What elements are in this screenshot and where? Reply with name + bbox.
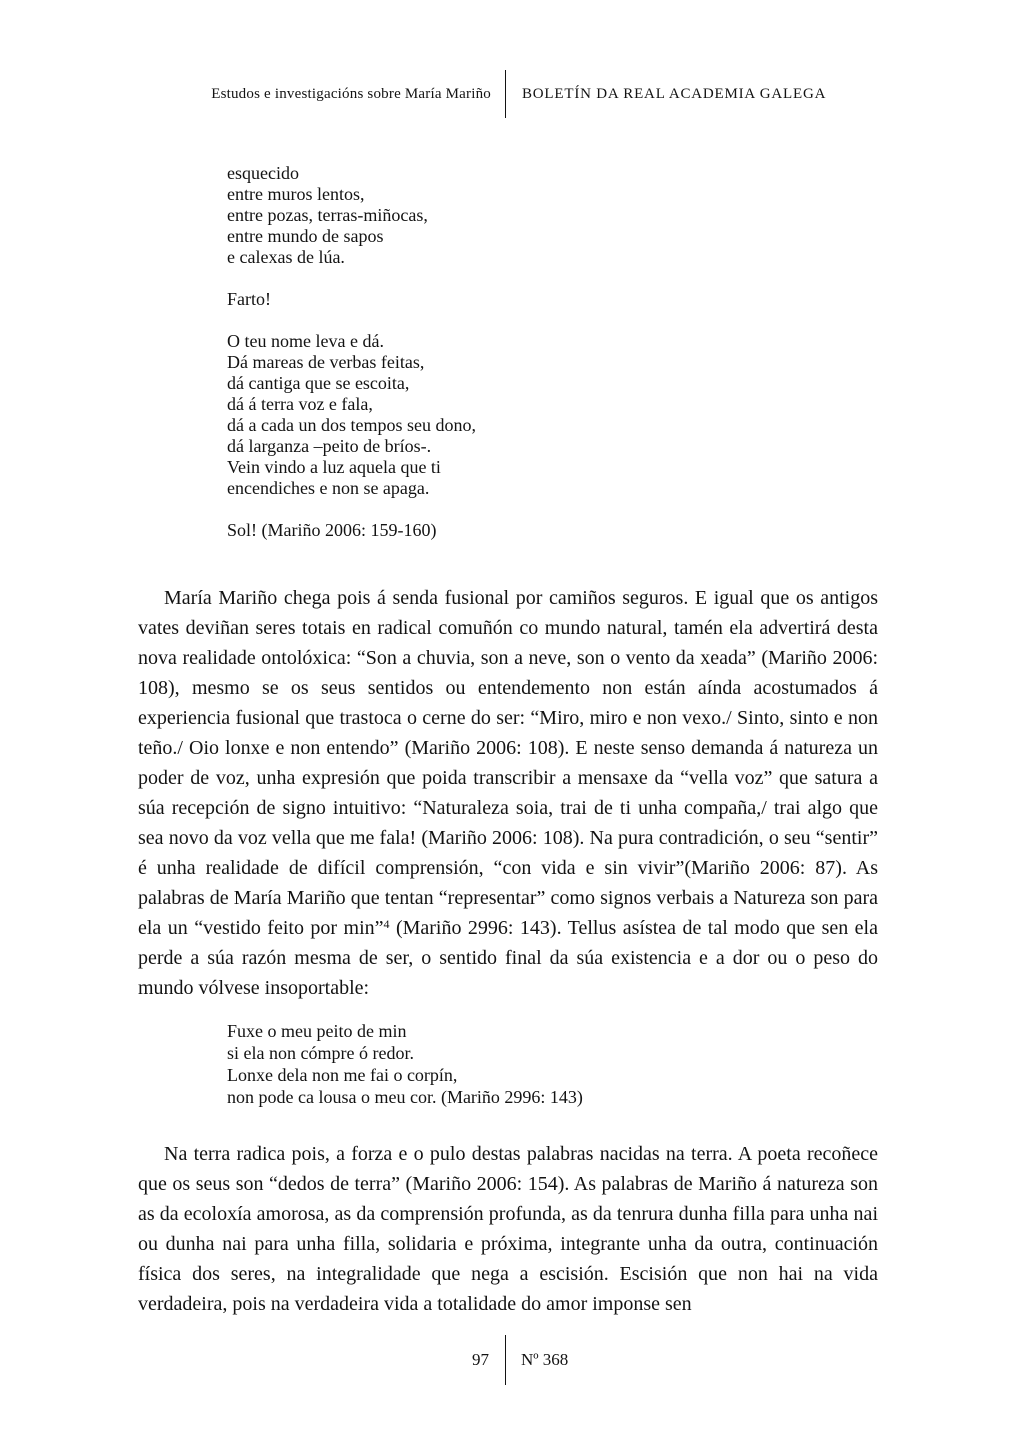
poem-line: Farto!: [227, 289, 271, 309]
footnote-reference-4: 4: [383, 917, 390, 931]
poem-line: entre mundo de sapos: [227, 226, 384, 246]
poem-stanza-3: [227, 331, 878, 499]
page-footer: [0, 1335, 1010, 1385]
poem-stanza-2: [227, 289, 878, 310]
paragraph-2: Na terra radica pois, a forza e o pulo destas palabras nacidas na terra. A poeta recoñece que os seus son “dedos de terra” (Mariño 2006: 154). As palabras de Mariño á natureza son as da ecoloxía amorosa, as da comprensión profunda, as da tenrura dunha filla para unha nai ou dunha nai para unha filla, solidaria e próxima, integrante unha da outra, continuación física dos seres, na integralidade que nega a escisión. Escisión que non hai na vida verdadeira, pois na verdadeira vida a totalidade do amor imponse sen: [138, 1143, 878, 1315]
issue-number: Nº 368: [521, 1350, 569, 1369]
poem-line: esquecido: [227, 163, 299, 183]
poem-line: O teu nome leva e dá.: [227, 331, 384, 351]
page-content: [138, 163, 878, 1319]
poem-line: Dá mareas de verbas feitas,: [227, 352, 425, 372]
poem-line: Vein vindo a luz aquela que ti: [227, 457, 441, 477]
paragraph-1: [138, 583, 878, 1003]
running-head: [0, 70, 1010, 118]
page-number: 97: [472, 1350, 489, 1369]
poem-stanza-1: [227, 163, 878, 268]
poem-quote-1: [227, 163, 878, 541]
poem-line: dá cantiga que se escoita,: [227, 373, 410, 393]
paragraph-1-text: María Mariño chega pois á senda fusional por camiños seguros. E igual que os antigos vates deviñan seres totais en radical comuñón co mundo natural, tamén ela advertirá desta nova realidade ontolóxica: “Son a chuvia, son a neve, son o vento da xeada” (Mariño 2006: 108), mesmo se os seus sentidos ou entendemento non están aínda acostumados á experiencia fusional que trastoca o cerne do ser: “Miro, miro e non vexo./ Sinto, sinto e non teño./ Oio lonxe e non entendo” (Mariño 2006: 108). E neste senso demanda á natureza un poder de voz, unha expresión que poida transcribir a mensaxe da “vella voz” que satura a súa recepción de signo intuitivo: “Naturaleza soia, trai de ti unha compaña,/ trai algo que sea novo da voz vella que me fala! (Mariño 2006: 108). Na pura contradición, o seu “sentir” é unha realidade de difícil comprensión, “con vida e sin vivir”(Mariño 2006: 87). As palabras de María Mariño que tentan “representar” como signos verbais a Natureza son para ela un “vestido feito por min”: [138, 587, 878, 939]
poem-line: si ela non cómpre ó redor.: [227, 1043, 414, 1063]
paragraph-1-text-continued: (Mariño 2996: 143). Tellus asístea de tal modo que sen ela perde a súa razón mesma de ser, o sentido final da súa existencia e a dor ou o peso do mundo vólvese insoportable:: [138, 917, 878, 999]
poem-line: entre muros lentos,: [227, 184, 365, 204]
poem-citation: [227, 520, 878, 541]
poem-line: dá á terra voz e fala,: [227, 394, 373, 414]
poem-line: Fuxe o meu peito de min: [227, 1021, 407, 1041]
poem-line: Lonxe dela non me fai o corpín,: [227, 1065, 458, 1085]
poem-line: dá larganza –peito de bríos-.: [227, 436, 432, 456]
poem-line: entre pozas, terras-miñocas,: [227, 205, 428, 225]
poem-quote-2: [227, 1020, 878, 1108]
poem-line: encendiches e non se apaga.: [227, 478, 430, 498]
poem-citation-line: Sol! (Mariño 2006: 159-160): [227, 520, 437, 540]
poem-2-stanza: [227, 1020, 878, 1108]
poem-line: dá a cada un dos tempos seu dono,: [227, 415, 476, 435]
poem-line: e calexas de lúa.: [227, 247, 345, 267]
header-journal-title: BOLETÍN DA REAL ACADEMIA GALEGA: [522, 85, 827, 102]
poem-line: non pode ca lousa o meu cor. (Mariño 2996: 143): [227, 1087, 583, 1107]
header-section-title: Estudos e investigacións sobre María Mariño: [211, 85, 491, 102]
